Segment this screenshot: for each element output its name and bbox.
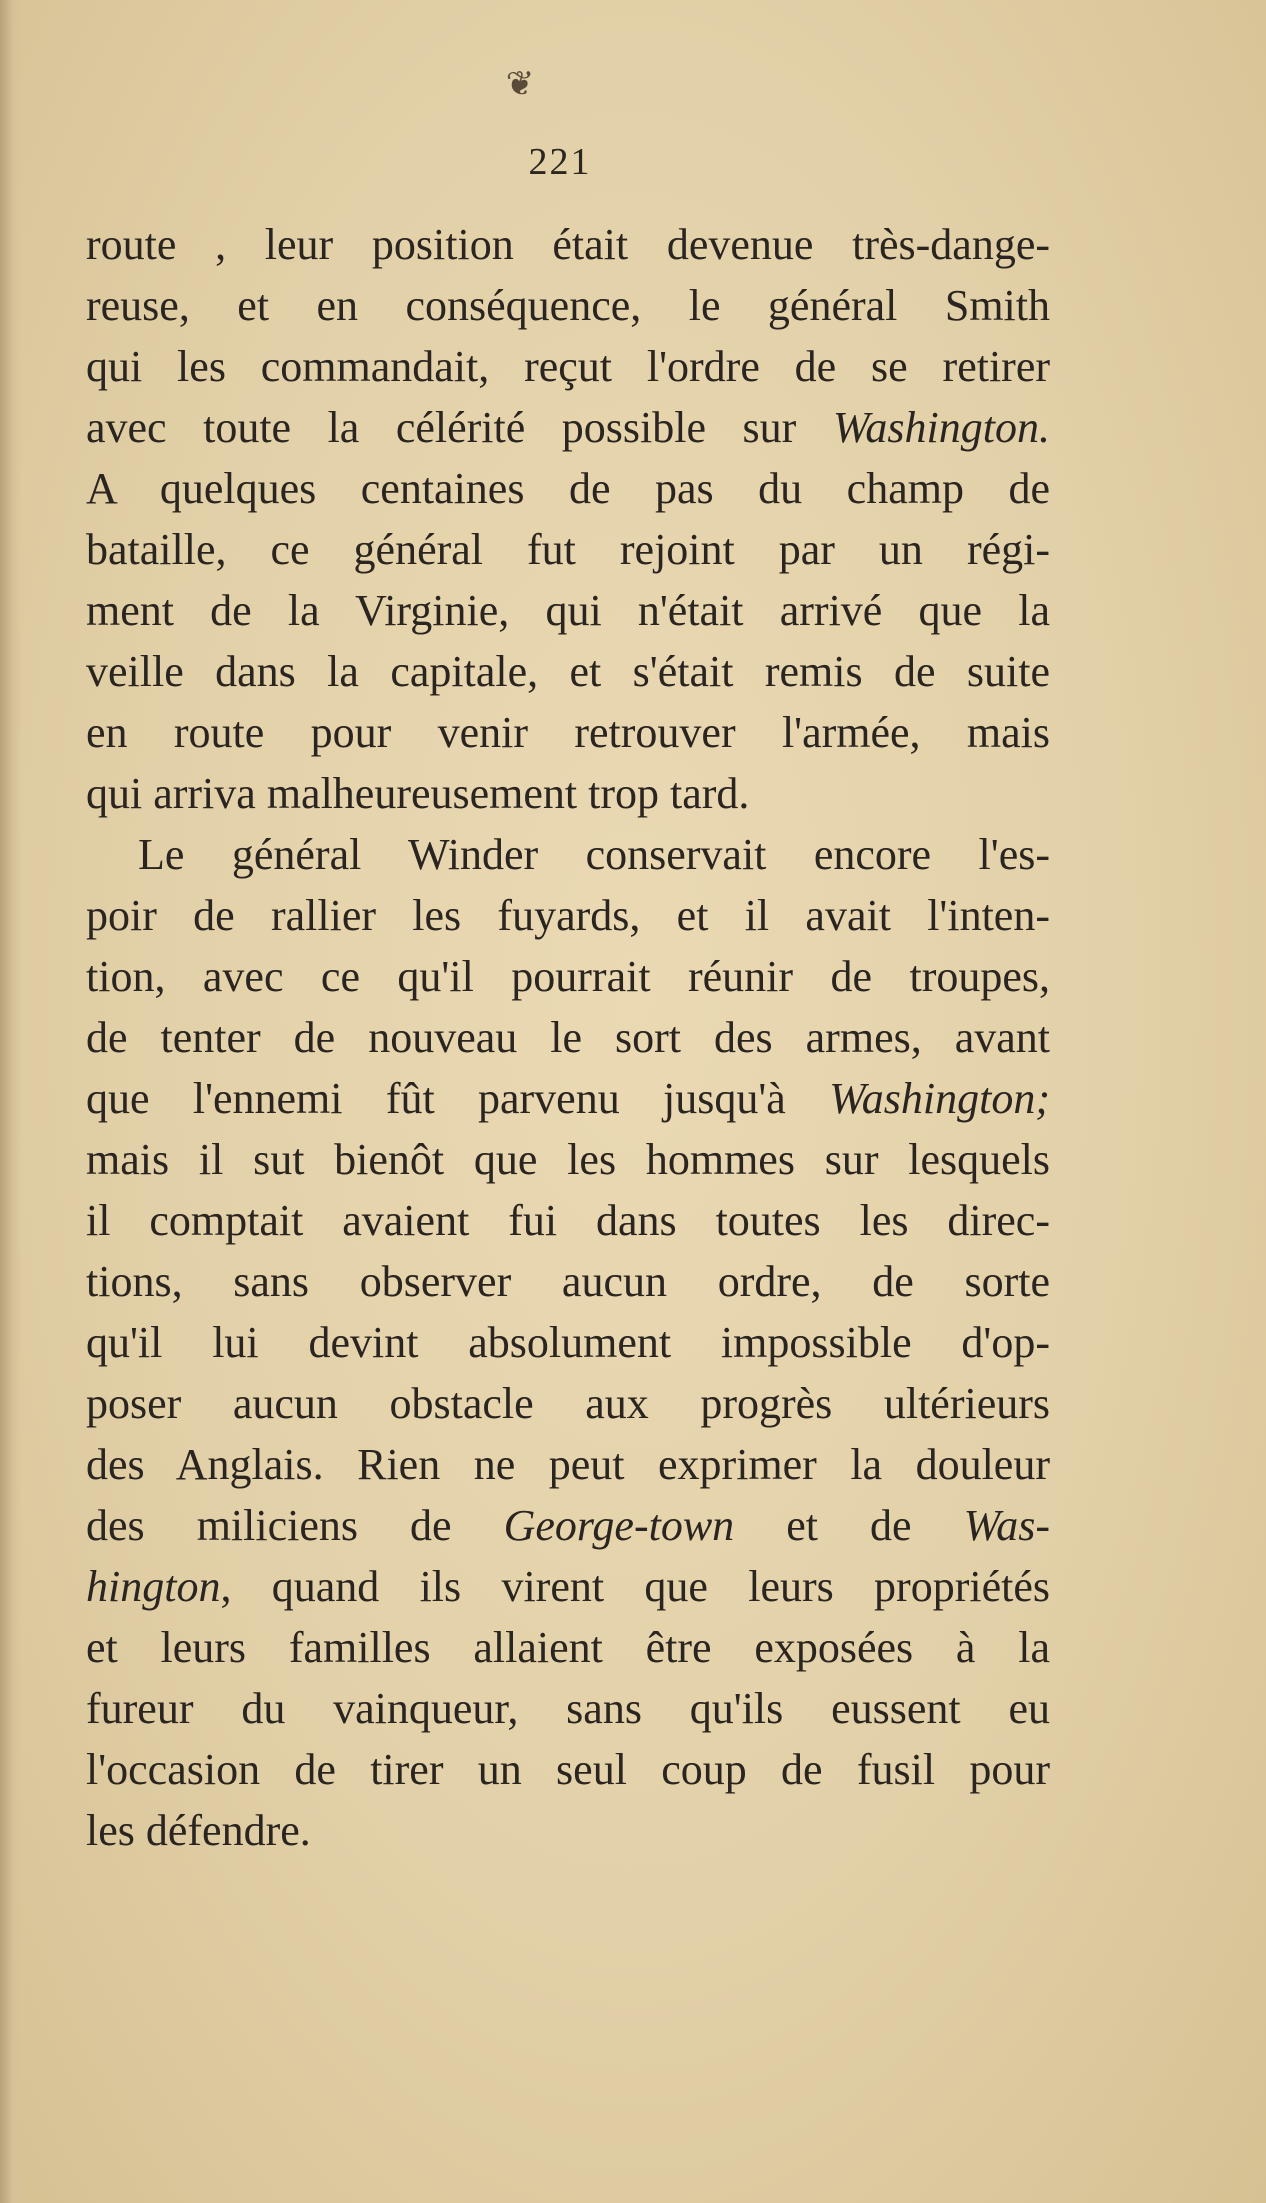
- text-line: il comptait avaient fui dans toutes les direc-: [86, 1196, 1050, 1245]
- text-line: poir de rallier les fuyards, et il avait l'inten-: [86, 891, 1050, 940]
- text-line: avec toute la célérité possible sur Washington.: [86, 403, 1050, 452]
- text-line: hington, quand ils virent que leurs propriétés: [86, 1562, 1050, 1611]
- text-line: bataille, ce général fut rejoint par un régi-: [86, 525, 1050, 574]
- text-line: ment de la Virginie, qui n'était arrivé que la: [86, 586, 1050, 635]
- text-line: de tenter de nouveau le sort des armes, avant: [86, 1013, 1050, 1062]
- text-line: l'occasion de tirer un seul coup de fusil pour: [86, 1745, 1050, 1794]
- body-text: [86, 214, 1050, 1861]
- text-line: route , leur position était devenue très-dange-: [86, 220, 1050, 269]
- text-line: les défendre.: [86, 1806, 311, 1855]
- text-line: des miliciens de George-town et de Was-: [86, 1501, 1050, 1550]
- text-line: A quelques centaines de pas du champ de: [86, 464, 1050, 513]
- text-line: tion, avec ce qu'il pourrait réunir de troupes,: [86, 952, 1050, 1001]
- text-line: Le général Winder conservait encore l'es-: [138, 830, 1050, 879]
- text-line: qui les commandait, reçut l'ordre de se retirer: [86, 342, 1050, 391]
- text-line: reuse, et en conséquence, le général Smith: [86, 281, 1050, 330]
- text-line: que l'ennemi fût parvenu jusqu'à Washington;: [86, 1074, 1050, 1123]
- text-line: en route pour venir retrouver l'armée, mais: [86, 708, 1050, 757]
- text-line: qui arriva malheureusement trop tard.: [86, 769, 750, 818]
- text-line: fureur du vainqueur, sans qu'ils eussent eu: [86, 1684, 1050, 1733]
- text-line: et leurs familles allaient être exposées à la: [86, 1623, 1050, 1672]
- text-line: mais il sut bienôt que les hommes sur lesquels: [86, 1135, 1050, 1184]
- text-line: qu'il lui devint absolument impossible d'op-: [86, 1318, 1050, 1367]
- text-line: veille dans la capitale, et s'était remis de suite: [86, 647, 1050, 696]
- page-number: 221: [528, 141, 592, 183]
- text-line: des Anglais. Rien ne peut exprimer la douleur: [86, 1440, 1050, 1489]
- fleuron-ornament-icon: ❦: [505, 64, 535, 104]
- text-line: tions, sans observer aucun ordre, de sorte: [86, 1257, 1050, 1306]
- gutter-shadow: [0, 0, 22, 2203]
- text-line: poser aucun obstacle aux progrès ultérieurs: [86, 1379, 1050, 1428]
